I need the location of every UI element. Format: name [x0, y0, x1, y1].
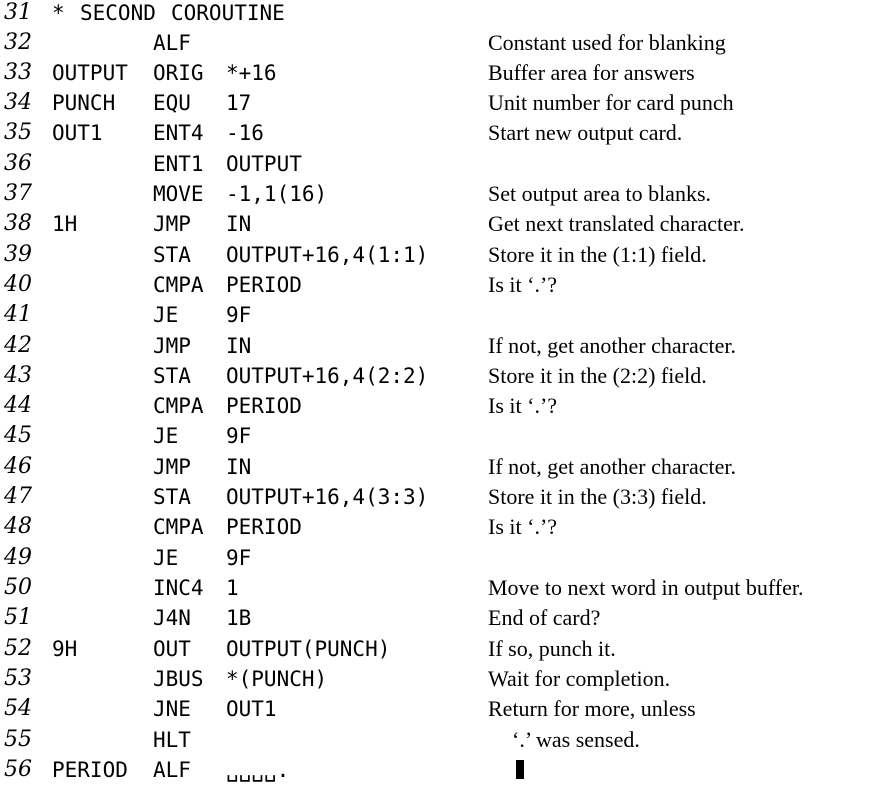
line-address: IN — [226, 212, 252, 236]
line-op: J4N — [153, 606, 191, 630]
listing-line-41 — [0, 302, 892, 332]
listing-line-51 — [0, 605, 892, 635]
line-address: 9F — [226, 303, 252, 327]
line-address: OUT1 — [226, 697, 277, 721]
line-op: STA — [153, 243, 191, 267]
line-number: 53 — [4, 666, 32, 691]
line-number: 32 — [4, 30, 32, 55]
line-comment: Store it in the (2:2) field. — [488, 363, 707, 388]
listing-line-42 — [0, 333, 892, 363]
line-number: 46 — [4, 454, 32, 479]
listing-line-50 — [0, 575, 892, 605]
line-comment: Constant used for blanking — [488, 30, 726, 55]
line-comment: Is it ‘.’? — [488, 393, 558, 418]
line-op: ALF — [153, 31, 191, 55]
line-comment: Move to next word in output buffer. — [488, 575, 804, 600]
line-number: 48 — [4, 514, 32, 539]
line-address: OUTPUT(PUNCH) — [226, 637, 391, 661]
listing-line-54 — [0, 696, 892, 726]
line-op: ORIG — [153, 61, 204, 85]
line-number: 37 — [4, 181, 32, 206]
line-address: 1 — [226, 576, 239, 600]
line-label: 1H — [52, 212, 78, 236]
cursor-block — [516, 760, 524, 779]
line-op: CMPA — [153, 273, 204, 297]
listing-line-31 — [0, 0, 892, 30]
line-label: 9H — [52, 637, 78, 661]
line-op: JMP — [153, 212, 191, 236]
line-op: JMP — [153, 334, 191, 358]
line-op: HLT — [153, 728, 191, 752]
line-op: CMPA — [153, 515, 204, 539]
line-number: 36 — [4, 151, 32, 176]
line-comment: If so, punch it. — [488, 636, 616, 661]
line-op: ALF — [153, 758, 191, 782]
line-number: 56 — [4, 757, 32, 782]
line-number: 39 — [4, 242, 32, 267]
line-comment: ‘.’ was sensed. — [512, 727, 640, 752]
line-address: OUTPUT+16,4(2:2) — [226, 364, 429, 388]
line-comment: Is it ‘.’? — [488, 272, 558, 297]
line-op: JMP — [153, 455, 191, 479]
line-op: JE — [153, 546, 179, 570]
line-op: OUT — [153, 637, 191, 661]
line-number: 44 — [4, 393, 32, 418]
line-comment: Store it in the (1:1) field. — [488, 242, 707, 267]
line-number: 55 — [4, 727, 32, 752]
line-address: 9F — [226, 546, 252, 570]
line-label: * — [52, 1, 65, 25]
line-op: ENT4 — [153, 121, 204, 145]
line-op: STA — [153, 485, 191, 509]
listing-line-53 — [0, 666, 892, 696]
line-comment: If not, get another character. — [488, 333, 736, 358]
line-comment: Unit number for card punch — [488, 90, 734, 115]
line-op: JE — [153, 303, 179, 327]
line-op: JNE — [153, 697, 191, 721]
listing-line-34 — [0, 90, 892, 120]
line-address: OUTPUT — [226, 152, 302, 176]
line-address: 17 — [226, 91, 252, 115]
listing-line-48 — [0, 514, 892, 544]
listing-line-46 — [0, 454, 892, 484]
listing-line-43 — [0, 363, 892, 393]
line-comment: If not, get another character. — [488, 454, 736, 479]
line-op: MOVE — [153, 182, 204, 206]
line-address: PERIOD — [226, 394, 302, 418]
line-number: 42 — [4, 333, 32, 358]
listing-line-56 — [0, 757, 892, 787]
line-number: 47 — [4, 484, 32, 509]
line-address: *(PUNCH) — [226, 667, 328, 691]
line-number: 51 — [4, 605, 32, 630]
line-number: 52 — [4, 636, 32, 661]
line-number: 35 — [4, 120, 32, 145]
line-address: IN — [226, 455, 252, 479]
line-label: PERIOD — [52, 758, 128, 782]
line-number: 40 — [4, 272, 32, 297]
line-number: 33 — [4, 60, 32, 85]
listing-line-33 — [0, 60, 892, 90]
line-address: ␣␣␣␣. — [226, 758, 290, 782]
listing-line-32 — [0, 30, 892, 60]
line-op: INC4 — [153, 576, 204, 600]
line-comment: Get next translated character. — [488, 211, 745, 236]
line-number: 49 — [4, 545, 32, 570]
line-comment: Is it ‘.’? — [488, 514, 558, 539]
line-op: SECOND — [80, 1, 156, 25]
line-label: PUNCH — [52, 91, 116, 115]
line-op: STA — [153, 364, 191, 388]
listing-line-44 — [0, 393, 892, 423]
line-address: COROUTINE — [171, 1, 285, 25]
line-address: PERIOD — [226, 515, 302, 539]
line-number: 31 — [4, 0, 32, 25]
listing-line-49 — [0, 545, 892, 575]
line-comment: Set output area to blanks. — [488, 181, 712, 206]
line-label: OUT1 — [52, 121, 103, 145]
listing-line-39 — [0, 242, 892, 272]
line-address: PERIOD — [226, 273, 302, 297]
line-op: JE — [153, 424, 179, 448]
line-number: 50 — [4, 575, 32, 600]
line-op: EQU — [153, 91, 191, 115]
line-op: ENT1 — [153, 152, 204, 176]
line-number: 41 — [4, 302, 32, 327]
line-address: -16 — [226, 121, 264, 145]
line-op: JBUS — [153, 667, 204, 691]
listing-line-55 — [0, 727, 892, 757]
listing-line-45 — [0, 423, 892, 453]
line-number: 34 — [4, 90, 32, 115]
listing-line-35 — [0, 120, 892, 150]
listing-line-47 — [0, 484, 892, 514]
line-op: CMPA — [153, 394, 204, 418]
line-address: *+16 — [226, 61, 277, 85]
listing-line-52 — [0, 636, 892, 666]
line-comment: Start new output card. — [488, 120, 683, 145]
line-number: 45 — [4, 423, 32, 448]
line-comment: Wait for completion. — [488, 666, 671, 691]
line-number: 38 — [4, 211, 32, 236]
line-number: 43 — [4, 363, 32, 388]
line-label: OUTPUT — [52, 61, 128, 85]
line-address: 1B — [226, 606, 252, 630]
line-address: OUTPUT+16,4(3:3) — [226, 485, 429, 509]
line-address: 9F — [226, 424, 252, 448]
line-address: OUTPUT+16,4(1:1) — [226, 243, 429, 267]
line-comment: Store it in the (3:3) field. — [488, 484, 707, 509]
line-address: -1,1(16) — [226, 182, 328, 206]
line-address: IN — [226, 334, 252, 358]
line-comment: End of card? — [488, 605, 601, 630]
listing-line-38 — [0, 211, 892, 241]
line-comment: Return for more, unless — [488, 696, 696, 721]
listing-line-36 — [0, 151, 892, 181]
listing-line-40 — [0, 272, 892, 302]
listing-line-37 — [0, 181, 892, 211]
line-comment: Buffer area for answers — [488, 60, 695, 85]
line-number: 54 — [4, 696, 32, 721]
